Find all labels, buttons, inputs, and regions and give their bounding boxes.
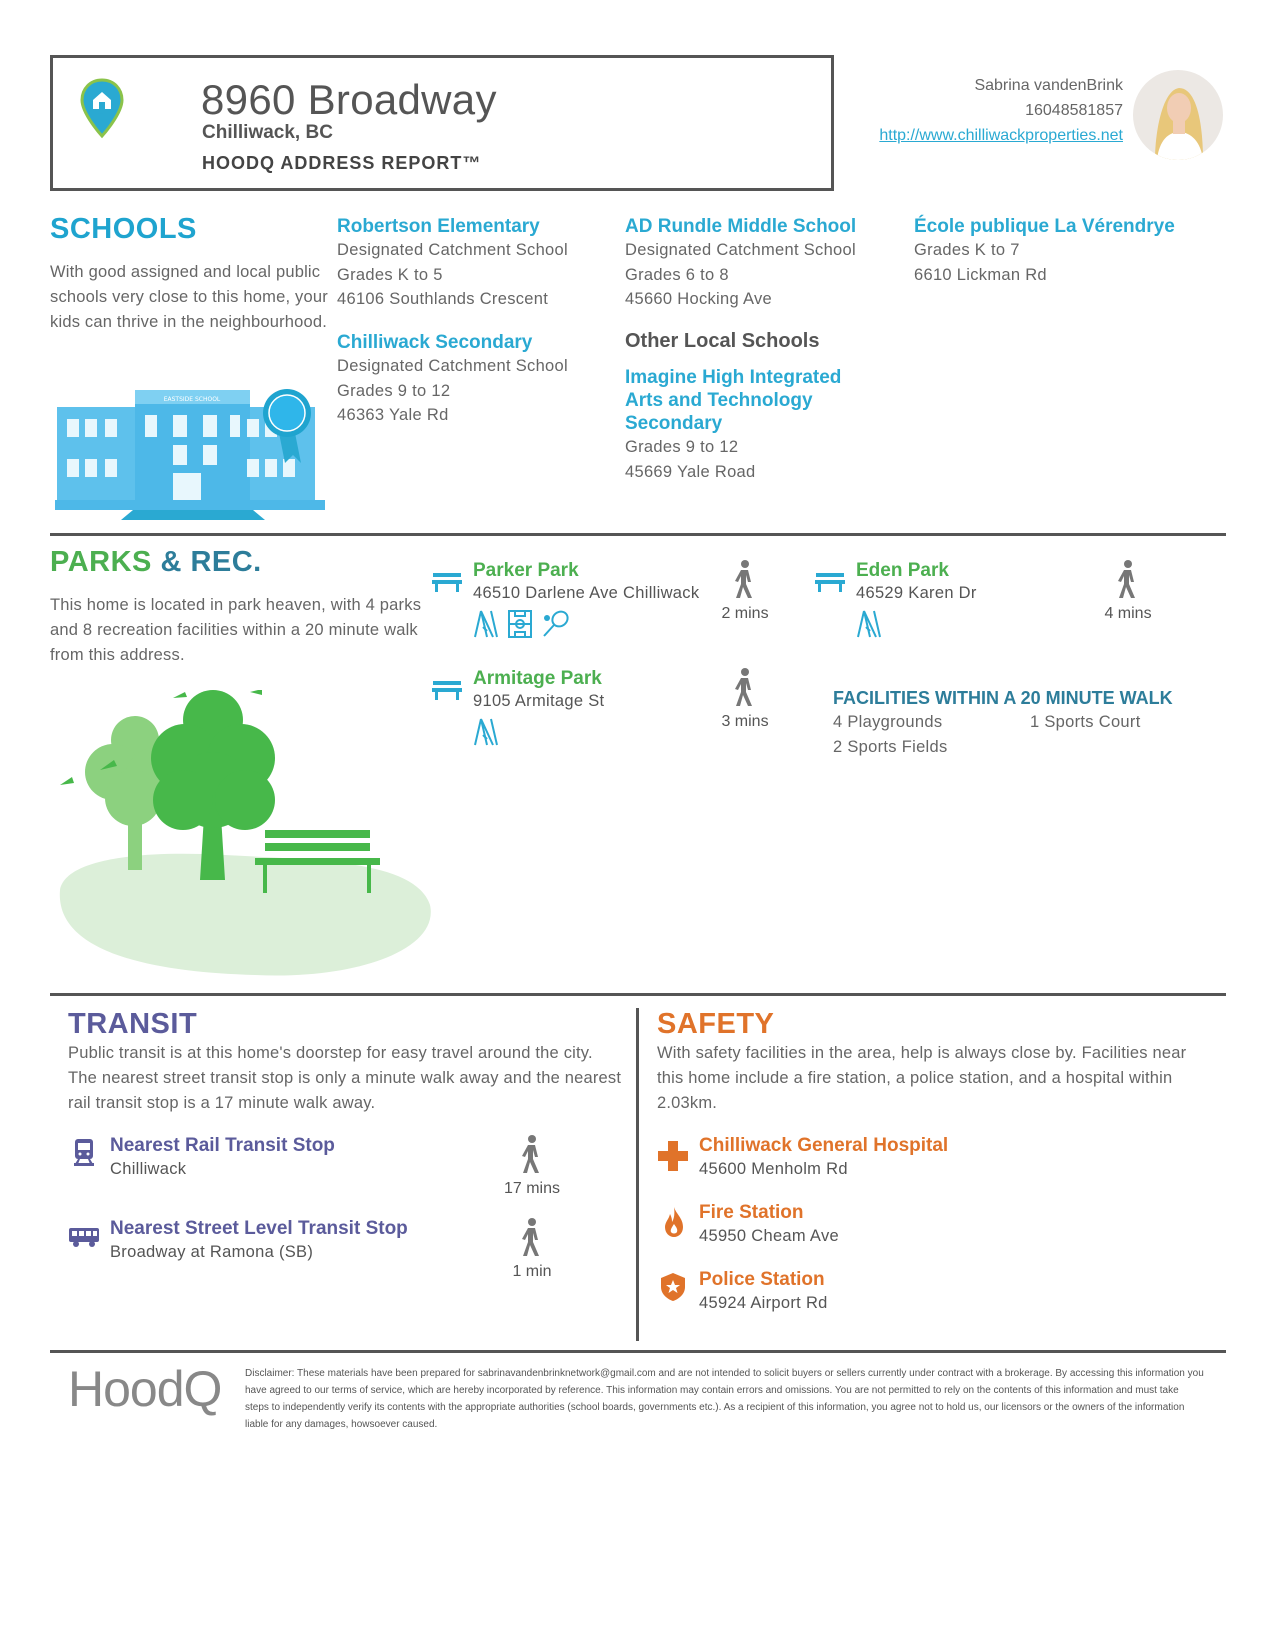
column-divider (636, 1008, 639, 1341)
walking-person-icon (518, 1135, 546, 1175)
school-designation: Designated Catchment School (337, 241, 568, 259)
bus-icon (68, 1226, 100, 1253)
school-entry (337, 331, 637, 428)
safety-facility-address: 45924 Airport Rd (699, 1294, 828, 1312)
safety-entry (699, 1135, 948, 1179)
park-address: 9105 Armitage St (473, 692, 605, 710)
park-entry (473, 560, 699, 639)
walking-person-icon (518, 1218, 546, 1258)
walk-time (492, 1135, 572, 1198)
police-badge-icon (660, 1272, 686, 1307)
schools-title: SCHOOLS (50, 213, 197, 245)
safety-facility-address: 45950 Cheam Ave (699, 1227, 839, 1245)
transit-title: TRANSIT (68, 1008, 198, 1040)
sports-field-icon (507, 609, 533, 639)
fire-icon (663, 1206, 685, 1243)
transit-stop-name: Chilliwack (110, 1160, 187, 1178)
walk-time (1088, 560, 1168, 623)
school-entry (625, 215, 925, 312)
tennis-court-icon (541, 609, 571, 639)
walk-time (705, 560, 785, 623)
hospital-cross-icon (657, 1140, 689, 1177)
bench-icon (432, 570, 462, 597)
school-name[interactable]: Imagine High Integrated Arts and Technology Secondary (625, 367, 842, 434)
walking-person-icon (731, 560, 759, 600)
parks-title (50, 546, 262, 579)
park-facility-icons (856, 609, 977, 644)
section-divider (50, 993, 1226, 996)
walk-time (705, 668, 785, 731)
school-grades: Grades K to 5 (337, 265, 443, 284)
school-address: 6610 Lickman Rd (914, 265, 1047, 284)
school-grades: Grades K to 7 (914, 241, 1020, 259)
school-name[interactable]: Chilliwack Secondary (337, 332, 533, 353)
park-address: 46510 Darlene Ave Chilliwack (473, 584, 700, 602)
park-entry (473, 668, 604, 752)
bench-icon (815, 570, 845, 597)
school-grades: Grades 9 to 12 (337, 381, 451, 400)
address-city: Chilliwack, BC (202, 122, 333, 143)
school-designation: Designated Catchment School (625, 241, 856, 259)
school-entry (914, 215, 1214, 287)
parks-intro: This home is located in park heaven, with 4 parks and 8 recreation facilities within a 20 minute walk from this address. (50, 596, 422, 664)
school-address: 46106 Southlands Crescent (337, 290, 549, 308)
facility-item: 4 Playgrounds (833, 713, 943, 731)
park-name[interactable]: Eden Park (856, 560, 949, 581)
report-label: HOODQ ADDRESS REPORT™ (202, 153, 482, 173)
other-schools-title: Other Local Schools (625, 330, 820, 352)
address-street: 8960 Broadway (201, 76, 497, 123)
walk-minutes: 3 mins (721, 713, 769, 730)
safety-facility-name[interactable]: Police Station (699, 1269, 825, 1290)
walk-minutes: 2 mins (721, 605, 769, 622)
walking-person-icon (731, 668, 759, 708)
agent-name: Sabrina vandenBrink (974, 77, 1123, 94)
section-divider (50, 1350, 1226, 1353)
school-name[interactable]: Robertson Elementary (337, 216, 540, 237)
transit-entry (110, 1135, 335, 1179)
safety-facility-address: 45600 Menholm Rd (699, 1160, 848, 1178)
agent-website-link[interactable]: http://www.chilliwackproperties.net (879, 127, 1123, 144)
facilities-title: FACILITIES WITHIN A 20 MINUTE WALK (833, 688, 1173, 708)
park-name[interactable]: Parker Park (473, 560, 579, 581)
other-school-entry (625, 366, 855, 484)
transit-entry (110, 1218, 408, 1262)
safety-facility-name[interactable]: Chilliwack General Hospital (699, 1135, 949, 1156)
transit-stop-type[interactable]: Nearest Rail Transit Stop (110, 1135, 335, 1156)
agent-avatar (1133, 70, 1223, 160)
school-name[interactable]: École publique La Vérendrye (914, 216, 1175, 237)
hoodq-logo: HoodQ (68, 1361, 222, 1417)
park-entry (856, 560, 977, 644)
schools-intro: With good assigned and local public schools very close to this home, your kids can thrive in the neighbourhood. (50, 263, 328, 331)
safety-entry (699, 1202, 839, 1246)
playground-icon (856, 609, 882, 639)
park-address: 46529 Karen Dr (856, 584, 977, 602)
agent-info (879, 73, 1123, 148)
parks-title-amp: & (160, 546, 182, 578)
school-building-illustration (55, 385, 325, 530)
walk-time (492, 1218, 572, 1281)
school-sign: EASTSIDE SCHOOL (163, 396, 221, 403)
school-name[interactable]: AD Rundle Middle School (625, 216, 857, 237)
parks-title-part: PARKS (50, 546, 152, 578)
bench-icon (432, 678, 462, 705)
park-name[interactable]: Armitage Park (473, 668, 602, 689)
school-entry (337, 215, 637, 312)
facility-item: 1 Sports Court (1030, 713, 1141, 731)
walk-minutes: 1 min (512, 1263, 552, 1280)
transit-stop-name: Broadway at Ramona (SB) (110, 1243, 314, 1261)
transit-intro: Public transit is at this home's doorstep for easy travel around the city. The nearest street transit stop is only a minute walk away and the nearest rail transit stop is a 17 minute walk away. (68, 1044, 622, 1112)
agent-phone: 16048581857 (1025, 102, 1123, 119)
safety-facility-name[interactable]: Fire Station (699, 1202, 804, 1223)
safety-entry (699, 1269, 828, 1313)
playground-icon (473, 609, 499, 639)
walk-minutes: 17 mins (503, 1180, 561, 1197)
playground-icon (473, 717, 499, 747)
park-illustration (55, 690, 435, 985)
school-address: 45669 Yale Road (625, 462, 756, 481)
walking-person-icon (1114, 560, 1142, 600)
school-designation: Designated Catchment School (337, 357, 568, 375)
transit-stop-type[interactable]: Nearest Street Level Transit Stop (110, 1218, 408, 1239)
disclaimer-text: Disclaimer: These materials have been prepared for sabrinavandenbrinknetwork@gmail.com and are not intended to solicit buyers or sellers currently under contract with a brokerage. By accessing this information you have agreed to our terms of service, which are hereby incorporated by reference. This information may contain errors and omissions. You are not permitted to rely on the contents of this information and must take steps to independently verify its contents with the appropriate authorities (school boards, governments etc.). As a recipient of this information, you agree not to hold us, our licensors or the owners of the information liable for any damages, howsoever caused. (245, 1368, 1204, 1430)
school-address: 46363 Yale Rd (337, 406, 449, 424)
section-divider (50, 533, 1226, 536)
park-facility-icons (473, 609, 699, 639)
school-address: 45660 Hocking Ave (625, 290, 772, 308)
train-icon (72, 1137, 96, 1172)
park-facility-icons (473, 717, 604, 752)
school-grades: Grades 9 to 12 (625, 438, 739, 456)
school-grades: Grades 6 to 8 (625, 265, 729, 284)
facility-item: 2 Sports Fields (833, 738, 948, 756)
walk-minutes: 4 mins (1104, 605, 1152, 622)
safety-intro: With safety facilities in the area, help is always close by. Facilities near this home include a fire station, a police station, and a hospital within 2.03km. (657, 1044, 1187, 1112)
parks-title-part: REC. (190, 546, 262, 578)
safety-title: SAFETY (657, 1008, 775, 1040)
house-pin-icon (80, 78, 124, 145)
